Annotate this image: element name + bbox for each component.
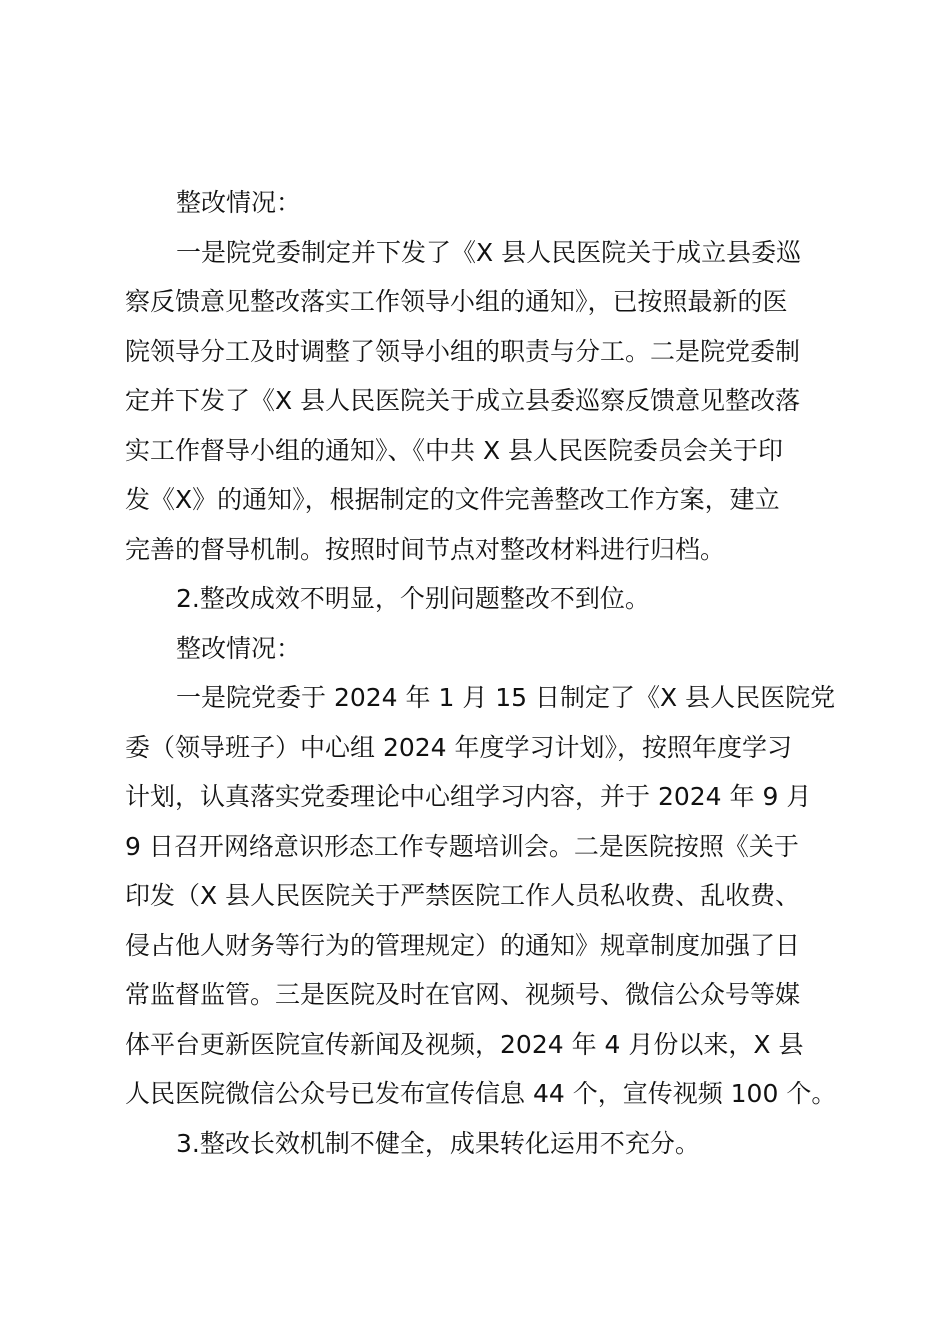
heading-rectification-status-1: [125, 178, 833, 228]
issue-heading-2: [125, 574, 833, 624]
text-line: 2.整改成效不明显，个别问题整改不到位。: [176, 584, 650, 613]
text-line: 计划，认真落实党委理论中心组学习内容，并于 2024 年 9 月: [125, 782, 812, 811]
text-line: 体平台更新医院宣传新闻及视频，2024 年 4 月份以来，X 县: [125, 1029, 804, 1059]
document-body: [125, 178, 837, 1168]
text-line: 人民医院微信公众号已发布宣传信息 44 个，宣传视频 100 个。: [125, 1079, 837, 1108]
text-line: 一是院党委于 2024 年 1 月 15 日制定了《X 县人民医院党: [176, 683, 836, 712]
issue-heading-3: [125, 1119, 833, 1169]
text-line: 常监督监管。三是医院及时在官网、视频号、微信公众号等媒: [125, 980, 801, 1009]
paragraph-rectification-detail-1: [125, 228, 833, 575]
text-line: 3.整改长效机制不健全，成果转化运用不充分。: [176, 1128, 700, 1158]
text-line: 察反馈意见整改落实工作领导小组的通知》，已按照最新的医: [125, 287, 788, 316]
text-line: 院领导分工及时调整了领导小组的职责与分工。二是院党委制: [125, 336, 801, 366]
text-line: 完善的督导机制。按照时间节点对整改材料进行归档。: [125, 534, 726, 564]
text-line: 印发（X 县人民医院关于严禁医院工作人员私收费、乱收费、: [125, 881, 801, 910]
text-line: 整改情况：: [176, 188, 302, 217]
text-line: 委（领导班子）中心组 2024 年度学习计划》，按照年度学习: [125, 732, 793, 762]
text-line: 侵占他人财务等行为的管理规定）的通知》规章制度加强了日: [125, 930, 801, 960]
text-line: 发《X》的通知》，根据制定的文件完善整改工作方案，建立: [125, 485, 780, 514]
text-line: 9 日召开网络意识形态工作专题培训会。二是医院按照《关于: [125, 831, 799, 861]
text-line: 整改情况：: [176, 633, 302, 663]
heading-rectification-status-2: [125, 624, 833, 674]
text-line: 一是院党委制定并下发了《X 县人民医院关于成立县委巡: [176, 237, 802, 267]
text-line: 实工作督导小组的通知》、《中共 X 县人民医院委员会关于印: [125, 435, 784, 465]
paragraph-rectification-detail-2: [125, 673, 837, 1119]
text-line: 定并下发了《X 县人民医院关于成立县委巡察反馈意见整改落: [125, 386, 801, 415]
